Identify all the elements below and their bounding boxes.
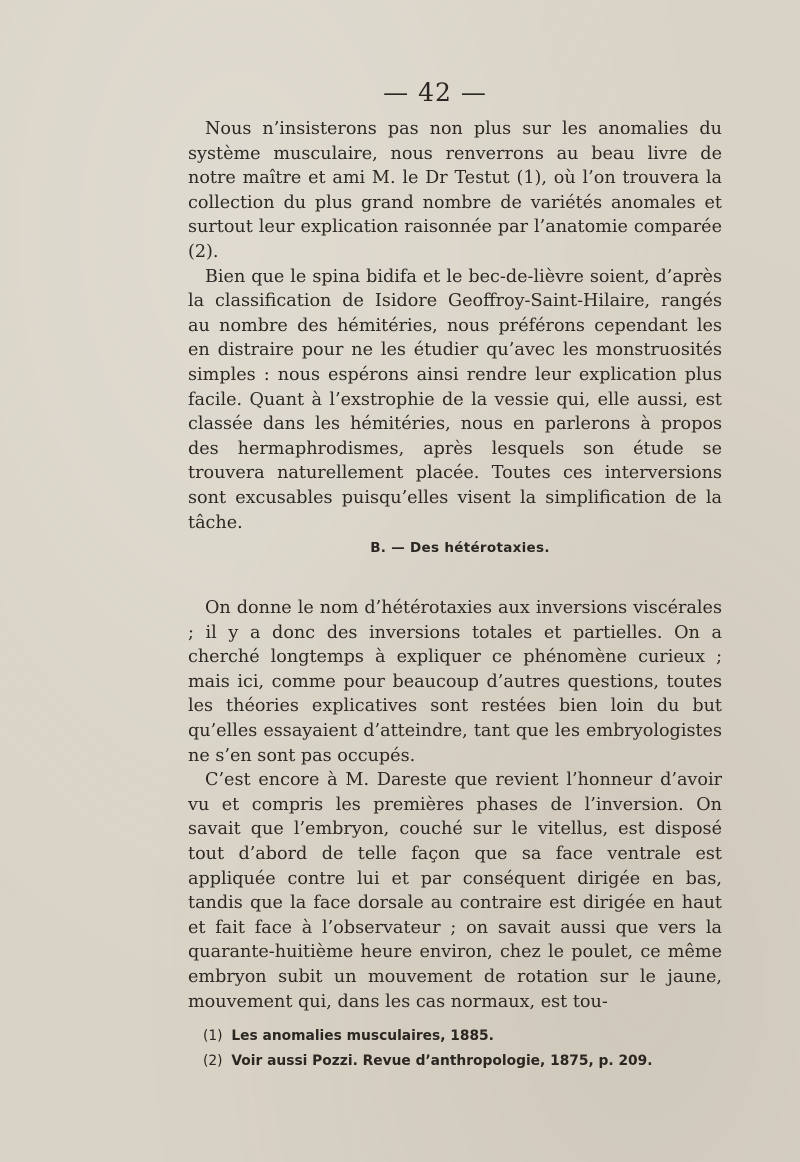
- section-heading: B. — Des hétérotaxies.: [370, 540, 550, 556]
- footnote: [203, 1024, 743, 1049]
- paragraph: C’est encore à M. Dareste que revient l’honneur d’avoir vu et compris les premières phases de l’inversion. On savait que l’embryon, couché sur le vitellus, est disposé tout d’abord de telle façon que sa face ventrale est appliquée contre lui et par conséquent dirigée en bas, tandis que la face dorsale au contraire est dirigée en haut et fait face à l’observateur ; on savait aussi que vers la quarante-huitième heure environ, chez le poulet, ce même embryon subit un mouvement de rotation sur le jaune, mouvement qui, dans les cas normaux, est tou-: [188, 770, 722, 1012]
- text-block-bottom: [188, 596, 722, 1014]
- footnotes: [203, 1024, 743, 1074]
- paragraph: Bien que le spina bidifa et le bec-de-lièvre soient, d’après la classification de Isidore Geoffroy-Saint-Hilaire, rangés au nombre des hémitéries, nous préférons cependant les en distraire pour ne les étudier qu’avec les monstruosités simples : nous espérons ainsi rendre leur explication plus facile. Quant à l’exstrophie de la vessie qui, elle aussi, est classée dans les hémitéries, nous en parlerons à propos des hermaphrodismes, après lesquels son étude se trouvera naturellement placée. Toutes ces interversions sont excusables puisqu’elles visent la simplification de la tâche.: [188, 266, 722, 533]
- paragraph: On donne le nom d’hétérotaxies aux inversions viscérales ; il y a donc des inversions totales et partielles. On a cherché longtemps à expliquer ce phénomène curieux ; mais ici, comme pour beaucoup d’autres questions, toutes les théories explicatives sont restées bien loin du but qu’elles essayaient d’atteindre, tant que les embryologistes ne s’en sont pas occupés.: [188, 598, 722, 766]
- text-block-top: [188, 117, 722, 535]
- paragraph: Nous n’insisterons pas non plus sur les anomalies du système musculaire, nous renverrons au beau livre de notre maître et ami M. le Dr Testut (1), où l’on trouvera la collection du plus grand nombre de variétés anomales et surtout leur explication raisonnée par l’anatomie comparée (2).: [188, 119, 722, 262]
- footnote-number: (1): [203, 1028, 223, 1044]
- footnote-number: (2): [203, 1053, 223, 1069]
- footnote-text: Les anomalies musculaires, 1885.: [231, 1028, 494, 1044]
- page-number: — 42 —: [383, 78, 487, 107]
- footnote-text: Voir aussi Pozzi. Revue d’anthropologie, 1875, p. 209.: [231, 1053, 653, 1069]
- footnote: [203, 1049, 743, 1074]
